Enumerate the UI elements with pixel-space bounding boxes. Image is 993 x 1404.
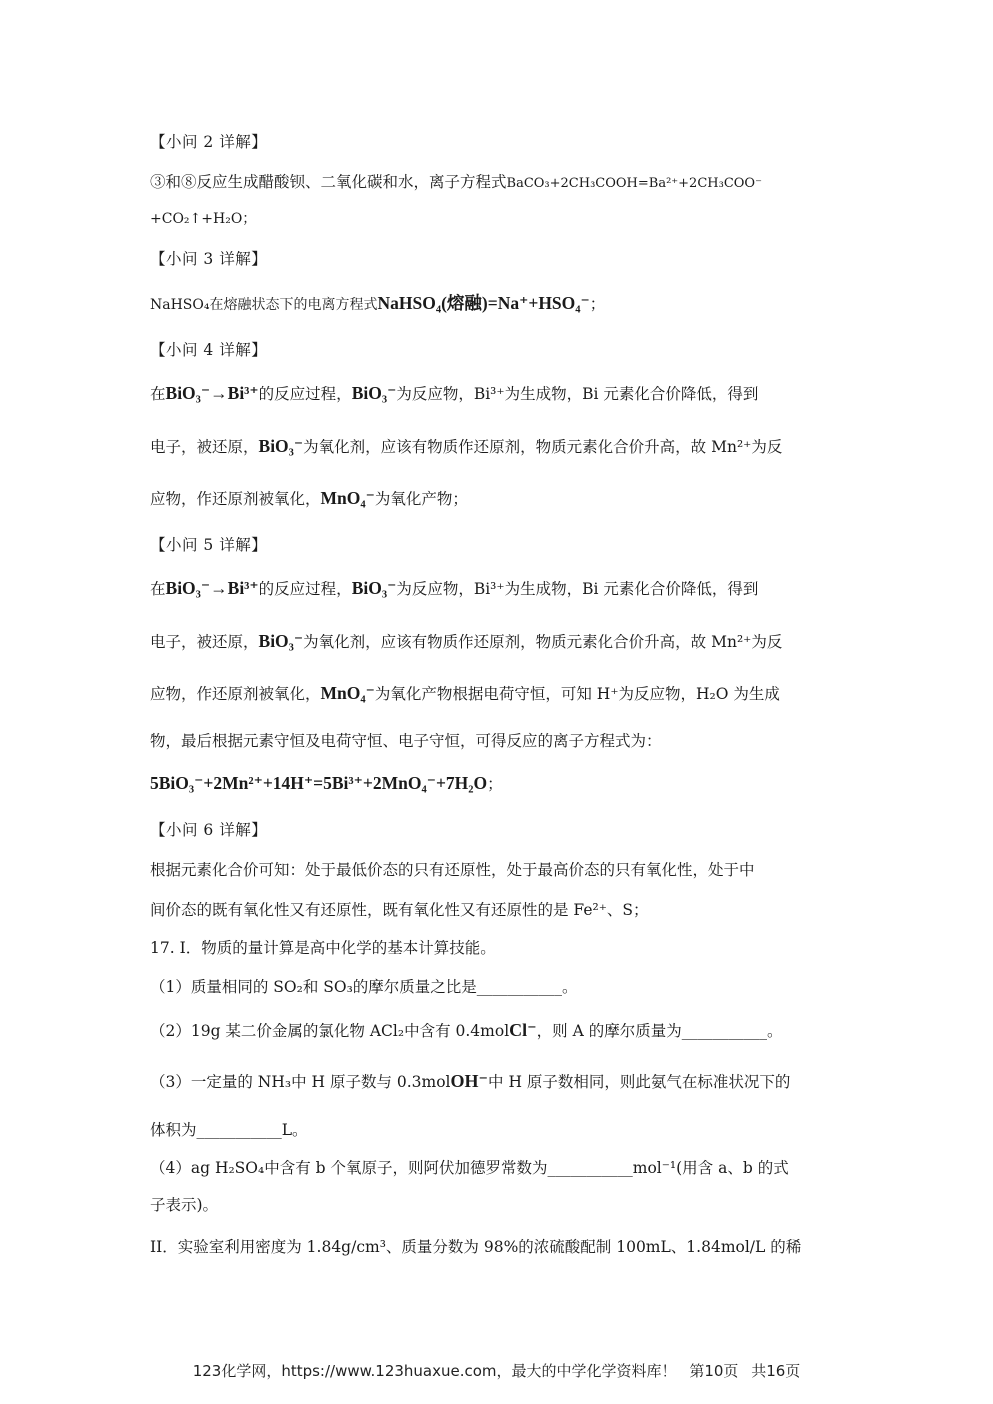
- q17-part-4: （4）ag H₂SO₄中含有 b 个氧原子，则阿伏加德罗常数为___________mol⁻¹(用含 a、b 的式: [150, 1159, 789, 1177]
- q3-line: NaHSO₄在熔融状态下的电离方程式NaHSO₄(熔融)=Na⁺+HSO₄⁻；: [150, 293, 606, 313]
- q5-eq-4: MnO₄⁻: [320, 683, 375, 703]
- section-heading-q6: 【小问 6 详解】: [150, 821, 268, 839]
- footer-total-pages: 共16页: [751, 1362, 801, 1380]
- q17-part-2: （2）19g 某二价金属的氯化物 ACl₂中含有 0.4molCl⁻，则 A 的摩尔质量为___________。: [150, 1020, 783, 1040]
- q4-line-3: 应物，作还原剂被氧化，MnO₄⁻为氧化产物；: [150, 488, 468, 508]
- q17-part-3: （3）一定量的 NH₃中 H 原子数与 0.3molOH⁻中 H 原子数相同，则此氨气在标准状况下的: [150, 1071, 791, 1091]
- q4-eq-1: BiO₃⁻→Bi³⁺: [165, 383, 259, 403]
- q17-part-1: （1）质量相同的 SO₂和 SO₃的摩尔质量之比是___________。: [150, 978, 578, 996]
- q17-part-3-cont: 体积为___________L。: [150, 1121, 308, 1139]
- q2-equation: BaCO₃+2CH₃COOH=Ba²⁺+2CH₃COO⁻: [506, 176, 762, 191]
- q4-eq-3: BiO₃⁻: [258, 436, 304, 456]
- q5-eq-1: BiO₃⁻→Bi³⁺: [165, 578, 259, 598]
- footer-page-number: 第10页: [689, 1362, 739, 1380]
- q4-eq-2: BiO₃⁻: [351, 383, 397, 403]
- q5-line-3: 应物，作还原剂被氧化，MnO₄⁻为氧化产物根据电荷守恒，可知 H⁺为反应物，H₂O 为生成: [150, 683, 780, 703]
- q5-line-2: 电子，被还原，BiO₃⁻为氧化剂，应该有物质作还原剂，物质元素化合价升高，故 Mn²⁺为反: [150, 631, 783, 651]
- q2-line-1: ③和⑧反应生成醋酸钡、二氧化碳和水，离子方程式BaCO₃+2CH₃COOH=Ba²⁺+2CH₃COO⁻: [150, 173, 762, 191]
- page-footer: [0, 1360, 993, 1381]
- q3-equation: NaHSO₄(熔融)=Na⁺+HSO₄⁻: [377, 293, 590, 313]
- q4-line-2: 电子，被还原，BiO₃⁻为氧化剂，应该有物质作还原剂，物质元素化合价升高，故 Mn²⁺为反: [150, 436, 783, 456]
- q17-part-II: II．实验室利用密度为 1.84g/cm³、质量分数为 98%的浓硫酸配制 100mL、1.84mol/L 的稀: [150, 1238, 802, 1256]
- q5-eq-2: BiO₃⁻: [351, 578, 397, 598]
- q2-line-2: +CO₂↑+H₂O；: [150, 211, 257, 227]
- q4-eq-4: MnO₄⁻: [320, 488, 375, 508]
- q17-part-4-cont: 子表示)。: [150, 1196, 219, 1214]
- q5-final-equation-line: 5BiO₃⁻+2Mn²⁺+14H⁺=5Bi³⁺+2MnO₄⁻+7H₂O；: [150, 773, 503, 793]
- section-heading-q5: 【小问 5 详解】: [150, 536, 268, 554]
- q5-line-1: 在BiO₃⁻→Bi³⁺的反应过程，BiO₃⁻为反应物，Bi³⁺为生成物，Bi 元素化合价降低，得到: [150, 578, 759, 598]
- q17-oh-ion: OH⁻: [450, 1071, 489, 1091]
- section-heading-q4: 【小问 4 详解】: [150, 341, 268, 359]
- q17-cl-ion: Cl⁻: [509, 1020, 537, 1040]
- section-heading-q3: 【小问 3 详解】: [150, 250, 268, 268]
- footer-site: 123化学网，https://www.123huaxue.com，最大的中学化学资料库！: [192, 1362, 677, 1380]
- section-heading-q2: 【小问 2 详解】: [150, 133, 268, 151]
- q6-line-1: 根据元素化合价可知：处于最低价态的只有还原性，处于最高价态的只有氧化性，处于中: [150, 861, 755, 879]
- q5-final-equation: 5BiO₃⁻+2Mn²⁺+14H⁺=5Bi³⁺+2MnO₄⁻+7H₂O: [150, 773, 488, 793]
- q6-line-2: 间价态的既有氧化性又有还原性，既有氧化性又有还原性的是 Fe²⁺、S；: [150, 901, 649, 919]
- q5-line-4: 物，最后根据元素守恒及电荷守恒、电子守恒，可得反应的离子方程式为：: [150, 732, 662, 750]
- q4-line-1: 在BiO₃⁻→Bi³⁺的反应过程，BiO₃⁻为反应物，Bi³⁺为生成物，Bi 元素化合价降低，得到: [150, 383, 759, 403]
- q5-eq-3: BiO₃⁻: [258, 631, 304, 651]
- q17-title: 17. I．物质的量计算是高中化学的基本计算技能。: [150, 939, 496, 957]
